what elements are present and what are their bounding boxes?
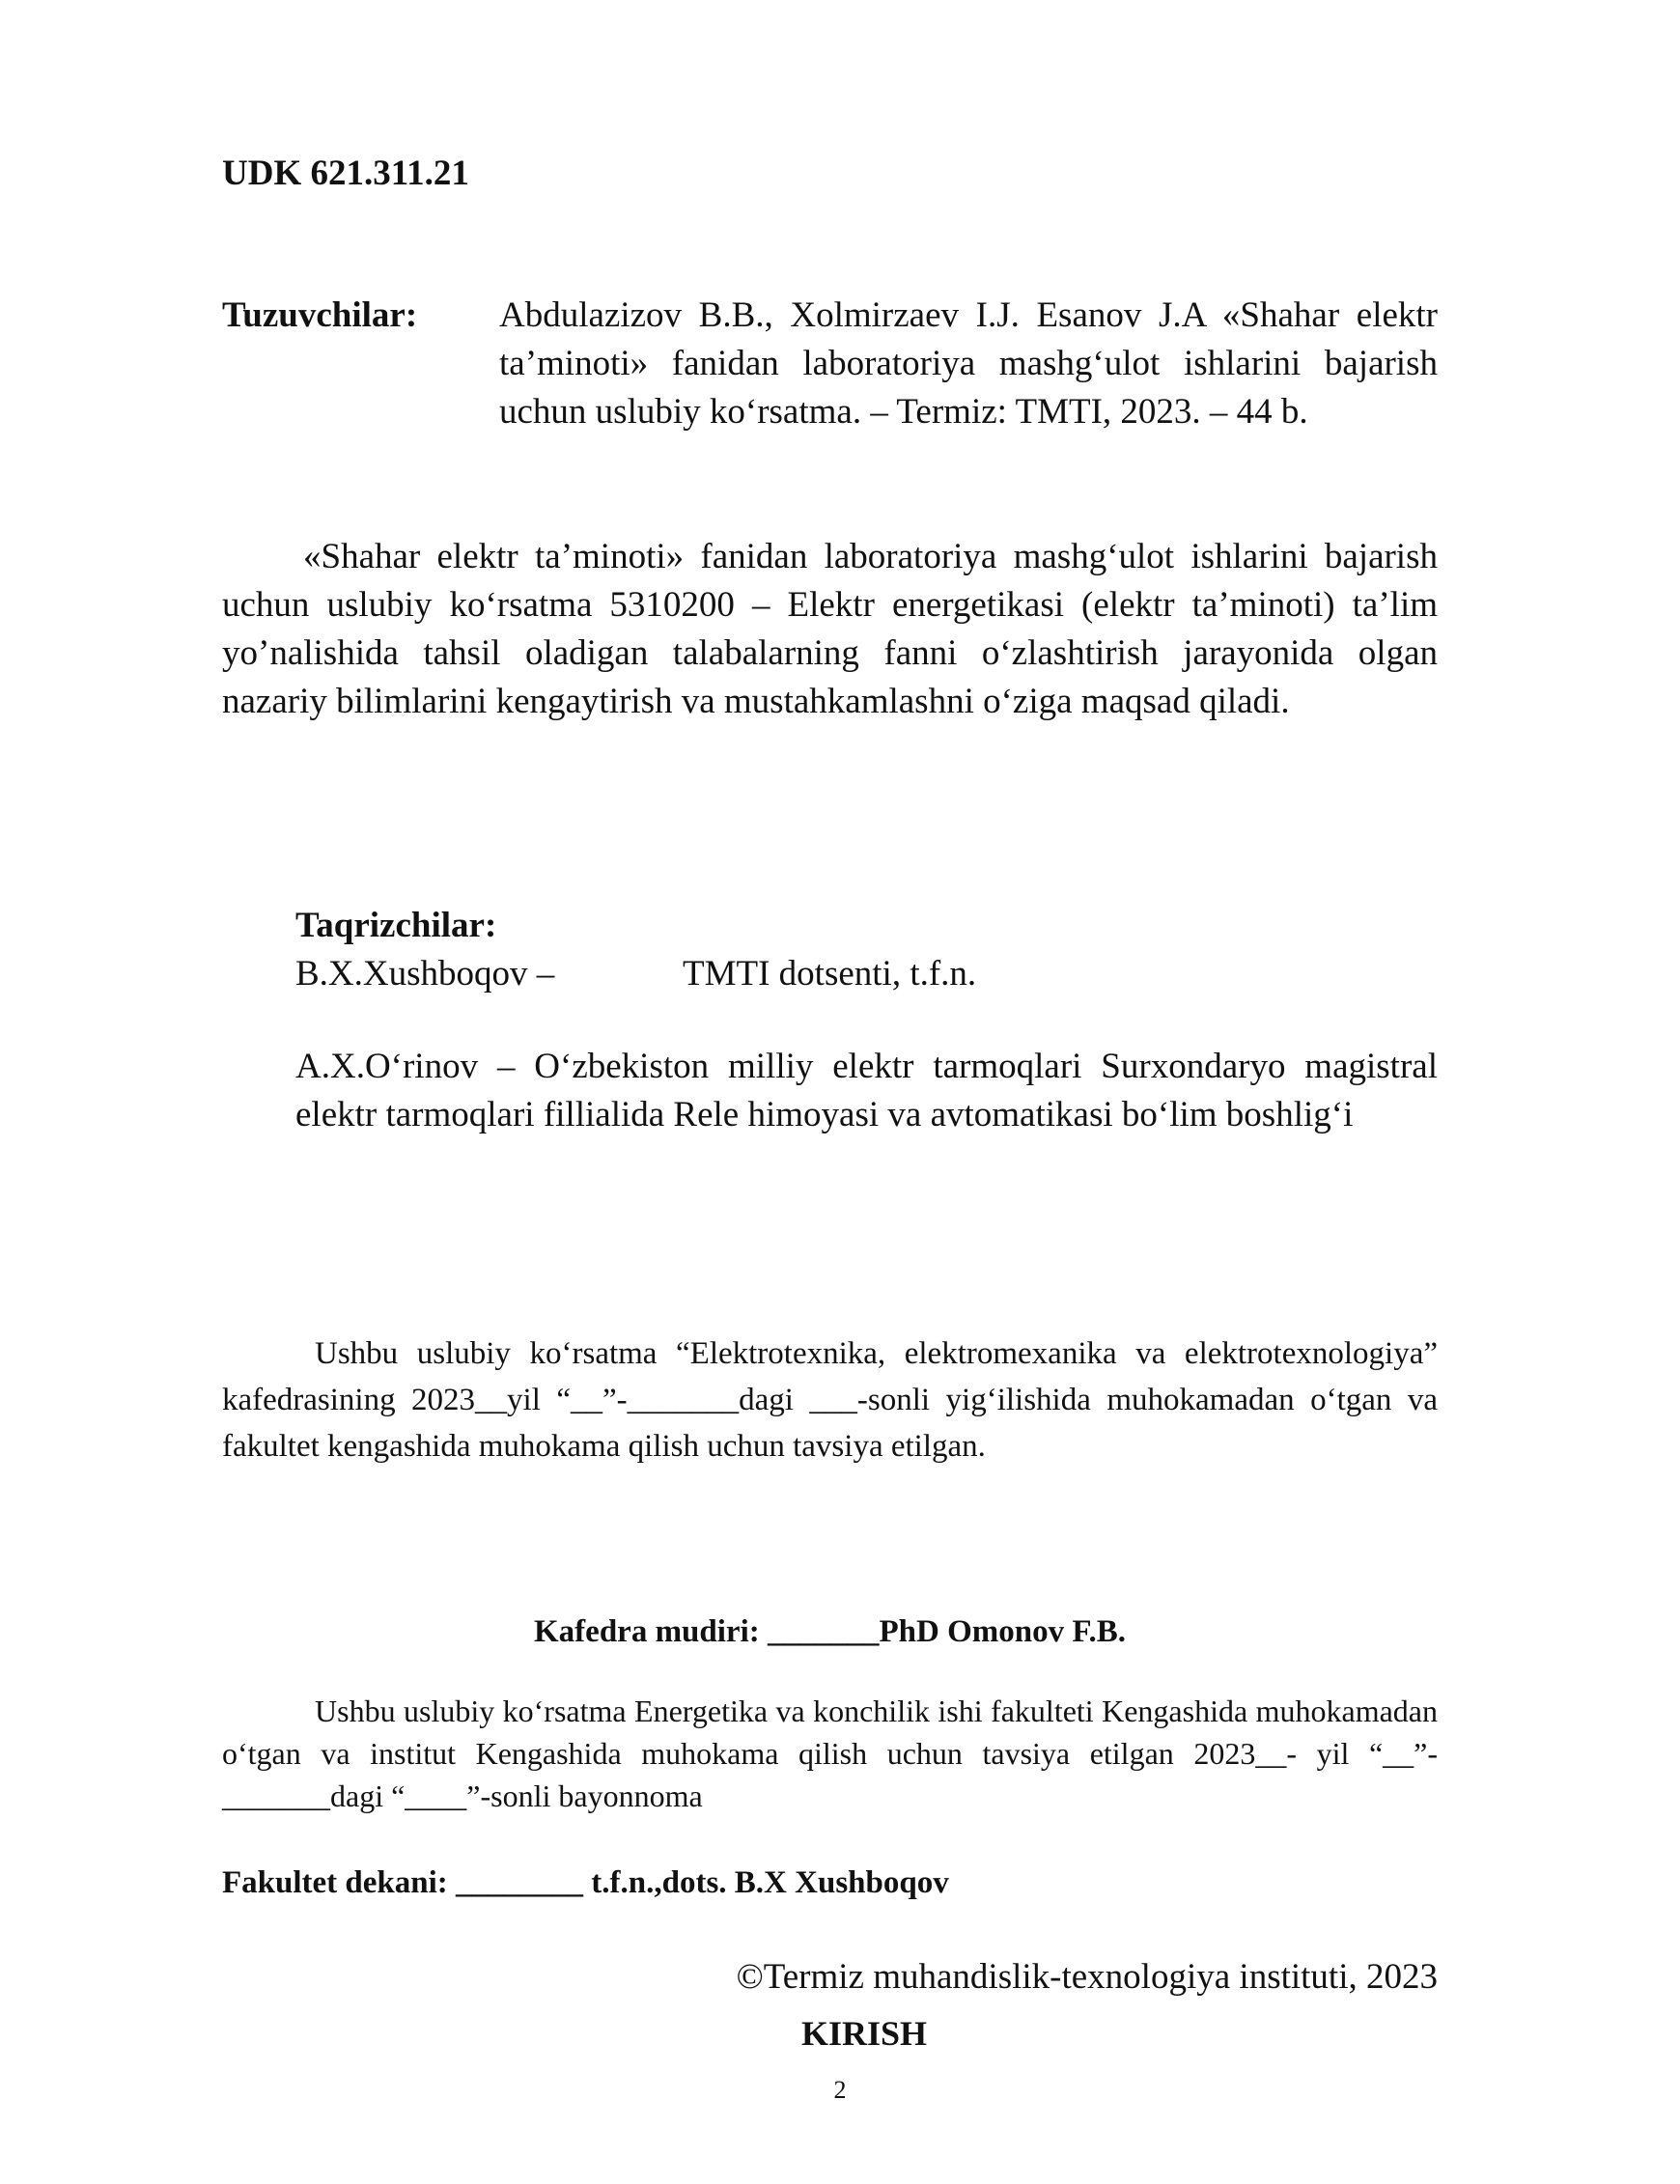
udk-code: UDK 621.311.21 bbox=[222, 154, 469, 193]
copyright-line: ©Termiz muhandislik-texnologiya instituti, 2023 bbox=[736, 1957, 1438, 1997]
next-section-heading-cut: KIRISH bbox=[801, 2014, 928, 2053]
department-head-signature: Kafedra mudiri: _______PhD Omonov F.B. bbox=[534, 1614, 1126, 1649]
reviewers-label: Taqrizchilar: bbox=[295, 906, 497, 945]
reviewer-2: A.X.O‘rinov – O‘zbekiston milliy elektr tarmoqlari Surxondaryo magistral elektr tarmoqlari fillialida Rele himoyasi va avtomatikasi bo‘lim boshlig‘i bbox=[295, 1047, 1438, 1134]
abstract-paragraph: «Shahar elektr ta’minoti» fanidan laboratoriya mashg‘ulot ishlarini bajarish uchun uslubiy ko‘rsatma 5310200 – Elektr energetikasi (elektr ta’minoti) ta’lim yo’nalishida tahsil oladigan talabalarning fanni o‘zlashtirish jarayonida olgan nazariy bilimlarini kengaytirish va mustahkamlashni o‘ziga maqsad qiladi. bbox=[222, 537, 1438, 721]
dean-signature: Fakultet dekani: ________ t.f.n.,dots. B.X Xushboqov bbox=[222, 1865, 949, 1900]
compilers-text: Abdulazizov B.B., Xolmirzaev I.J. Esanov J.A «Shahar elektr ta’minoti» fanidan laboratoriya mashg‘ulot ishlarini bajarish uchun uslubiy ko‘rsatma. – Termiz: TMTI, 2023. – 44 b. bbox=[499, 295, 1438, 432]
compilers-label: Tuzuvchilar: bbox=[222, 295, 418, 335]
reviewer-1-role: TMTI dotsenti, t.f.n. bbox=[683, 954, 977, 994]
page-number: 2 bbox=[833, 2076, 847, 2104]
department-approval: Ushbu uslubiy ko‘rsatma “Elektrotexnika, elektromexanika va elektrotexnologiya” kafedrasining 2023__yil “__”-_______dagi ___-sonli yig‘ilishida muhokamadan o‘tgan va fakultet kengashida muhokama qilish uchun tavsiya etilgan. bbox=[222, 1336, 1438, 1464]
reviewer-1-name: B.X.Xushboqov – bbox=[295, 954, 555, 994]
faculty-approval: Ushbu uslubiy ko‘rsatma Energetika va konchilik ishi fakulteti Kengashida muhokamadan o‘tgan va institut Kengashida muhokama qilish uchun tavsiya etilgan 2023__- yil “__”-_______dagi “____”-sonli bayonnoma bbox=[222, 1694, 1438, 1813]
